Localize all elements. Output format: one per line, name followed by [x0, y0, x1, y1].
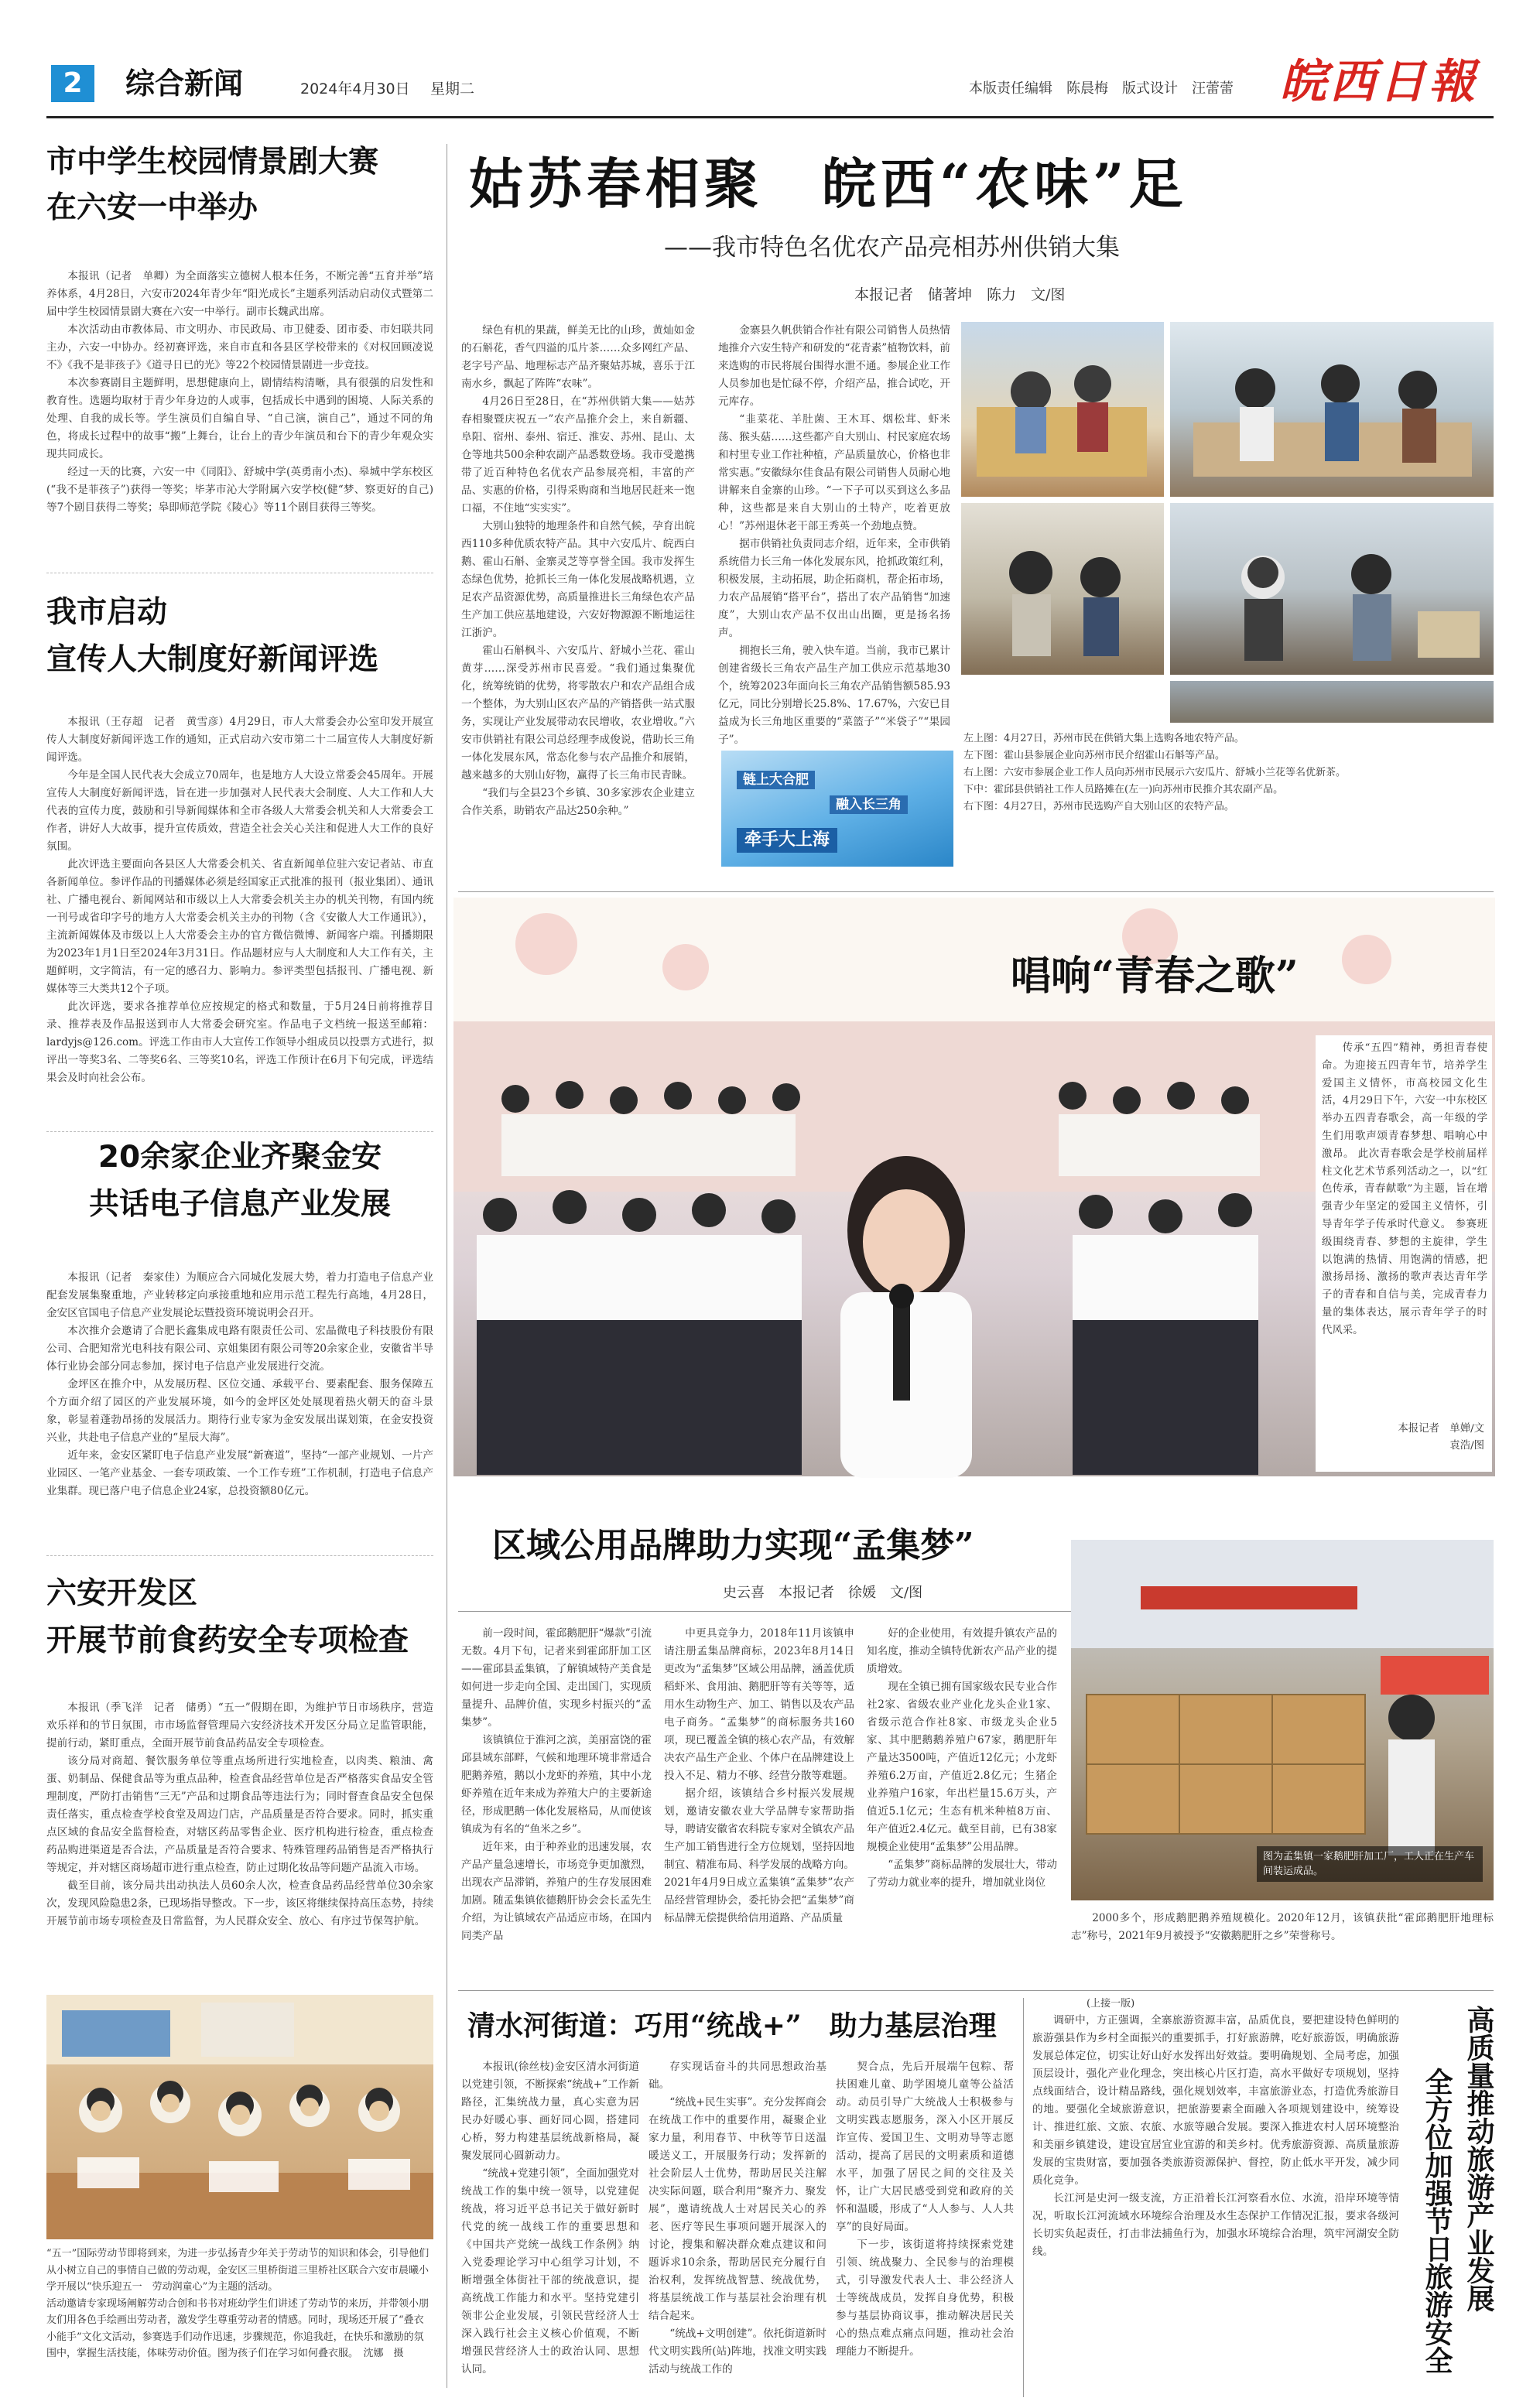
- headline-drama-contest: 市中学生校园情景剧大赛 在六安一中举办: [46, 145, 379, 225]
- paragraph: 本报讯(徐丝枝)金安区清水河街道以党建引领，不断探索“统战+”工作新路径，汇集统战力量，真心实意为居民办好暖心事、画好同心圆，搭建同心桥，努力构建基层统战新格局，凝聚发展同心圆新动力。: [461, 2061, 639, 2162]
- headline-electronics-forum: 20余家企业齐聚金安 共话电子信息产业发展: [88, 1140, 391, 1222]
- tourism-article: [1032, 2012, 1399, 2397]
- photo-market-bottom-right: [1170, 503, 1494, 675]
- tourism-headline: [1408, 2006, 1494, 2393]
- paragraph: “我们与全县23个乡镇、30多家涉农企业建立合作关系，助销农产品达250余种。”: [461, 787, 695, 817]
- paragraph: 本次活动由市教体局、市文明办、市民政局、市卫健委、团市委、市妇联共同主办，六安一中协办。经初赛评选，来自市直和各县区学校带来的《对权回顾凌说不》《我不是菲孩子》《道寻日已的光》等22个校园情景剧进一步竞技。: [46, 323, 433, 371]
- lead-article-col1: [461, 322, 695, 893]
- paragraph: 现在全镇已拥有国家级农民专业合作社2家、省级农业产业化龙头企业1家、省级示范合作社8家、市级龙头企业5家、其中肥鹅鹅养殖户67家，鹅肥肝年产量达3500吨，产值近12亿元；小龙虾养殖6.2万亩，产值近2.8亿元；生猪企业养殖户16家，年出栏量15.6万头，产值近5.1亿元；生态有机米种植8万亩、年产值近2.4亿元。截至目前，已有38家规模企业使用“孟集梦”公用品牌。: [867, 1681, 1057, 1853]
- paragraph: 据介绍，该镇结合乡村振兴发展规划，邀请安徽农业大学品牌专家帮助指导，聘请安徽省农科院专家对全镇农产品生产加工销售进行全方位规划，坚持因地制宜、精准布局、科学发展的战略方向。2021年4月9日成立孟集镇“孟集梦”农产品经营管理协会，委托协会把“孟集梦”商标品牌无偿提供给信用道路、产品质量: [664, 1787, 854, 1924]
- brand-article-col4: 2000多个，形成鹅肥鹅养殖规模化。2020年12月，该镇获批“霍邱鹅肥肝地理标志”称号，2021年9月被授予“安徽鹅肥肝之乡”荣誉称号。: [1071, 1912, 1494, 1942]
- qing-article-col3: [836, 2058, 1014, 2397]
- paragraph: 绿色有机的果蔬，鲜美无比的山珍，黄灿如金的石斛花，香气四溢的瓜片茶……众多网红产品、老字号产品、地理标志产品齐聚姑苏城，喜乐于江南水乡，飘起了阵阵“农味”。: [461, 324, 695, 390]
- lead-photo-captions: [963, 730, 1494, 870]
- youth-byline: 本报记者 单婵/文 袁浩/图: [1316, 1421, 1492, 1472]
- paragraph: 该分局对商超、餐饮服务单位等重点场所进行实地检查，以肉类、粮油、禽蛋、奶制品、保健食品等为重点品种，检查食品经营单位是否严格落实食品安全管理制度，严防打击销售“三无”产品和过期食品等违法行为；同时督查食品安全包保责任落实，重点检查学校食堂及周边门店，产品质量是否符合要求。同时，抓实重点区域的食品安全监督检查，对辖区药品零售企业、医疗机构进行检查，重点检查药品购进渠道是否合法，产品质量是否符合要求、特殊管理药品销售是否严格执行等规定，并对辖区商场超市进行重点检查，防止过期化妆品等问题产品流入市场。: [46, 1755, 433, 1874]
- lead-byline: 本报记者 储著坤 陈力 文/图: [854, 286, 1066, 303]
- banner-line-1: 链上大合肥: [737, 771, 815, 789]
- paragraph: 前一段时间，霍邱鹅肥肝“爆款”引流无数。4月下旬，记者来到霍邱肝加工区——霍邱县孟集镇，了解镇域特产美食是如何进一步走向全国、走出国门，实现质量提升、品牌价值，实现乡村振兴的“孟集梦”。: [461, 1627, 652, 1729]
- photo-goose-liver-factory: [1071, 1540, 1494, 1900]
- paragraph: 近年来，由于种养业的迅速发展，农产品产量急速增长，市场竞争更加激烈，出现农产品滞销，养殖户的生存发展困难加剧。随孟集镇依德鹅肝协会会长孟先生介绍，为让镇域农产品适应市场，在国内同类产品: [461, 1841, 652, 1942]
- article-food-safety: [46, 1699, 433, 1970]
- paragraph: 此次评选主要面向各县区人大常委会机关、省直新闻单位驻六安记者站、市直各新闻单位。参评作品的刊播媒体必须是经国家正式批准的报刊（报业集团）、通讯社、广播电视台、新闻网站和市级以上人大常委会机关主办的机关刊物，有国内统一刊号或省印字号的地方人大常委会机关主办的刊物（含《安徽人大工作通讯》），主流新闻媒体及市级以上人大常委会主办的官方微信微博、新闻客户端。刊播期限为2023年1月1日至2024年3月31日。作品题材应与人大制度和人大工作有关，主题鲜明，文字简洁，有一定的感召力、影响力。参评类型包括报刊、广播电视、新媒体等三大类共12个子项。: [46, 858, 433, 995]
- tourism-headline-line-2: 全方位加强节日旅游安全: [1421, 2068, 1453, 2374]
- classroom-illustration: [46, 1995, 433, 2239]
- paragraph: “孟集梦”商标品牌的发展壮大，带动了劳动力就业率的提升，增加就业岗位: [867, 1859, 1057, 1889]
- brand-byline: 史云喜 本报记者 徐媛 文/图: [723, 1585, 923, 1601]
- photo-caption-labor-day: “五一”国际劳动节即将到来，为进一步弘扬青少年关于劳动节的知识和体会，引导他们从小树立自己的事情自己做的劳动观，金安区三里桥街道三里桥社区联合六安市晨曦小学开展以“快乐迎五一 劳动润童心”为主题的活动。 活动邀请专家现场阐解劳动合创和书书对班幼学生们讲述了劳动节的来历，并带领小朋友们用各色手绘画出劳动者，激发学生尊重劳动者的情感。同时，现场还开展了“叠衣小能手”文化文活动，参赛选手们动作迅速，步骤规范，你追我赶，在快乐和激励的氛围中，掌握生活技能，体味劳动价值。图为孩子们在学习如何叠衣服。 沈娜 摄: [46, 2248, 429, 2359]
- qing-article-col1: [461, 2058, 639, 2397]
- paragraph: 近年来，金安区紧盯电子信息产业发展“新赛道”，坚持“一部产业规划、一片产业园区、一笔产业基金、一套专项政策、一个工作专班”工作机制，打造电子信息产业集群。现已落户电子信息企业24家，总投资额80亿元。: [46, 1449, 433, 1497]
- paragraph: 截至目前，该分局共出动执法人员60余人次，检查食品药品经营单位30余家次，发现风险隐患2条，已现场指导整改。下一步，该区将继续保持高压态势，持续开展节前市场专项检查及日常监督，为人民群众安全、放心、有序过节保驾护航。: [46, 1880, 433, 1927]
- issue-weekday: 星期二: [430, 80, 475, 97]
- section-title: 综合新闻: [125, 67, 244, 101]
- paragraph: “统战+党建引领”，全面加强党对统战工作的集中统一领导，以党建促统战，将习近平总书记关于做好新时代党的统一战线工作的重要思想和《中国共产党统一战线工作条例》纳入党委理论学习中心组学习计划，不断增强全体街社干部的统战意识，提高统战工作能力和水平。坚持党建引领非公企业发展，引领民营经济人士深入践行社会主义核心价值观，不断增强民营经济人士的政治认同、思想认同。: [461, 2167, 639, 2376]
- paragraph: 金寨县久帆供销合作社有限公司销售人员热情地推介六安生特产和研发的“花青素”植物饮料，前来选购的市民将展台围得水泄不通。参展企业工作人员参加也是忙碌不停，介绍产品，推合试吃，开元库存。: [718, 324, 950, 408]
- paragraph: 本报讯（王存超 记者 黄雪彦）4月29日，市人大常委会办公室印发开展宣传人大制度好新闻评选工作的通知，正式启动六安市第二十二届宣传人大制度好新闻评选。: [46, 716, 433, 764]
- paragraph: “韭菜花、羊肚菌、王木耳、烟松茸、虾米荡、猴头菇……这些都产自大别山、村民家庭农场和村里专业工作社种植，产品质量放心，价格也非常实惠。”安徽绿尔佳食品有限公司销售人员耐心地讲解来自金寨的山珍。“一下子可以买到这么多品种，这些都是来自大别山的土特产，吃着更放心！”苏州退休老干部王秀英一个劲地点赞。: [718, 413, 950, 532]
- paper-logo: 皖西日報: [1280, 55, 1478, 109]
- tourism-headline-line-1: 高质量推动旅游产业发展: [1463, 2006, 1494, 2312]
- section-rule: [458, 1990, 1494, 1991]
- paragraph: 中更具竞争力，2018年11月该镇申请注册孟集品牌商标，2023年8月14日更改为“孟集梦”区域公用品牌，涵盖优质稻虾米、食用油、鹅肥肝等有关等等，适用水生动物生产、加工、销售以及农产品电子商务。“孟集梦”的商标服务共160项，现已覆盖全镇的核心农产品，有效解决农产品生产企业、个体户在品牌建设上投入不足、精力不够、经营分散等难题。: [664, 1627, 854, 1782]
- paragraph: “统战+民生实事”。充分发挥商会在统战工作中的重要作用，凝聚企业家力量，利用春节、中秋等节日送温暖送义工，开展服务行动；发挥新的社会阶层人士优势，帮助居民关注解决实际问题，联合利用“聚齐力、聚发展”，邀请统战人士对居民关心的养老、医疗等民生事项问题开展深入的讨论，搜集和解决群众难点建议和问题诉求10余条，帮助居民充分履行自治权利，发挥统战智慧、统战优势，将基层统战工作与基层社会治理有机结合起来。: [649, 2096, 826, 2322]
- issue-date: 2024年4月30日: [300, 80, 410, 97]
- paragraph: 大别山独特的地理条件和自然气候，孕育出皖西110多种优质农特产品。其中六安瓜片、皖西白鹅、霍山石斛、金寨灵芝等享誉全国。我市发挥生态绿色优势，抢抓长三角一体化发展战略机遇，立足农产品资源优势，高质量推进长三角绿色农产品生产加工供应基地建设，六安好物源源不断地运往江浙沪。: [461, 520, 695, 639]
- paragraph: 调研中，方正强调，全寨旅游资源丰富，品质优良，要把建设特色鲜明的旅游强县作为乡村全面振兴的重要抓手，打好旅游牌，吃好旅游饭，明确旅游发展总体定位，切实让好山好水发挥出好效益。要明确规划、全局考虑，加强顶层设计，强化产业化理念，突出核心片区打造，高水平做好专项规划，坚持点线面结合，设计精品路线，强化规划效率，丰富旅游业态，打造优秀旅游目的地。要强化全域旅游意识，把旅游要素全面融入各项规划建设中，统筹设计、推进红旅、文旅、农旅、水旅等融合发展。要深入推进农村人居环境整治和美丽乡镇建设，建设宜居宜业宜游的和美乡村。优秀旅游资源、高质量旅游发展的宝贵财富，要加强各类旅游资源保护、督控，防止低水平开发，减少同质化竞争。: [1032, 2014, 1399, 2187]
- paragraph: 4月26日至28日，在“苏州供销大集——姑苏春相聚暨庆祝五一”农产品推介会上，来自新疆、阜阳、宿州、泰州、宿迁、淮安、苏州、昆山、太仓等地共500余种农副产品悉数登场。我市受邀携带了近百种特色名优农产品参展亮相，丰富的产品、实惠的价格，引得采购商和当地居民赶来一饱口福，不住地“实实实”。: [461, 395, 695, 515]
- headline-food-safety: 六安开发区 开展节前食药安全专项检查: [46, 1576, 409, 1658]
- paragraph: 霍山石斛枫斗、六安瓜片、舒城小兰花、霍山黄芽……深受苏州市民喜爱。“我们通过集聚优化，统筹统销的优势，将零散农户和农产品组合成一个整体，为大别山区农产品的产销搭供一站式服务，实现让产业发展带动农民增收，农业增收。”六安市供销社有限公司总经理李成俊说，借助长三角一体化发展东风，常态化参与农产品推介和展销，越来越多的大别山好物，赢得了长三角市民青睐。: [461, 645, 695, 782]
- paragraph: 今年是全国人民代表大会成立70周年，也是地方人大设立常委会45周年。开展宣传人大制度好新闻评选，旨在进一步加强对人民代表大会制度、人大工作和人大代表的宣传力度，鼓励和引导新闻媒体和全市各级人大常委会机关和人大常委会工作者，讲好人大故事，提升宣传质效，营造全社会关心关注和促进人大工作的良好氛围。: [46, 769, 433, 853]
- divider: [46, 1131, 433, 1132]
- photo-market-top-right: [1170, 322, 1494, 497]
- lead-subtitle: ——我市特色名优农产品亮相苏州供销大集: [664, 234, 1120, 262]
- caption-line: 右下图：4月27日，苏州市民选购产自大别山区的农特产品。: [963, 801, 1234, 812]
- paragraph: 本次参赛剧目主题鲜明，思想健康向上，剧情结构清晰，具有很强的启发性和教育性。选题均取材于青少年身边的人或事，包括成长中遇到的困境、人际关系的处理、自我的成长等。学生演员们自编自导、“自己演，演自己”，通过不同的角色，将成长过程中的故事“搬”上舞台，让台上的青少年演员和台下的青少年观众实现共同成长。: [46, 377, 433, 460]
- masthead-rule: [46, 116, 1494, 118]
- banner-line-2: 融入长三角: [830, 795, 908, 814]
- brand-article-col2: [664, 1625, 854, 1924]
- paragraph: 存实现话奋斗的共同思想政治基础。: [649, 2061, 826, 2091]
- brand-article-col3: [867, 1625, 1057, 1891]
- paragraph: 金坪区在推介中，从发展历程、区位交通、承载平台、要素配套、服务保障五个方面介绍了园区的产业发展环境，如今的金坪区处处展现着热火朝天的奋斗景象，彰显着蓬勃昂扬的发展活力。期待行业专家为金安发展出谋划策，在金安投资兴业，共赴电子信息产业的“星辰大海”。: [46, 1378, 433, 1444]
- headline-npc-news-award: 我市启动 宣传人大制度好新闻评选: [46, 595, 379, 677]
- youth-headline: 唱响“青春之歌”: [1011, 953, 1299, 1000]
- lead-headline: 姑苏春相聚 皖西“农味”足: [469, 152, 1188, 216]
- caption-line: 左上图：4月27日，苏州市民在供销大集上选购各地农特产品。: [963, 733, 1244, 744]
- paragraph: 长江河是史河一级支流，方正沿着长江河察看水位、水流，沿岸环境等情况，听取长江河流域水环境综合治理及水生态保护工作情况汇报，要求各级河长切实负起责任，打击非法捕鱼行为，加强水环境综合治理，筑牢河湖安全防线。: [1032, 2192, 1399, 2258]
- caption-line: 左下图：霍山县参展企业向苏州市民介绍霍山石斛等产品。: [963, 750, 1226, 761]
- editors-credit: 本版责任编辑 陈晨梅 版式设计 汪蕾蕾: [969, 80, 1234, 97]
- lead-article-col2: [718, 322, 950, 746]
- qing-article-col2: [649, 2058, 826, 2397]
- tourism-continued: (上接一版): [1087, 1998, 1135, 2010]
- paragraph: 此次评选，要求各推荐单位应按规定的格式和数量，于5月24日前将推荐目录、推荐表及作品报送到市人大常委会研究室。作品电子文档统一报送至邮箱：lardyjs@126.com。评选工作由市人大宣传工作领导小组成员以投票方式进行，拟评出一等奖3名、二等奖6名、三等奖10名，评选工作预计在6月下旬完成，评选结果会及时向社会公布。: [46, 1000, 433, 1084]
- photo-market-bottom-left: [961, 503, 1164, 675]
- qing-headline: 清水河街道：巧用“统战+” 助力基层治理: [467, 2010, 997, 2042]
- paragraph: 好的企业使用，有效提升镇农产品的知名度，推动全镇特优新农产品产业的提质增效。: [867, 1627, 1057, 1675]
- paragraph: 拥抱长三角，驶入快车道。当前，我市已累计创建省级长三角农产品生产加工供应示范基地30个，统筹2023年面向长三角农产品销售额585.93亿元，同比分别增长25.8%、17.67%，六安已目益成为长三角地区重要的“菜篮子”“米袋子”“果园子”。: [718, 645, 950, 746]
- paragraph: “统战+文明创建”。依托街道新时代文明实践所(站)阵地，找准文明实践活动与统战工作的: [649, 2328, 826, 2376]
- photo-labor-day-kids: [46, 1995, 433, 2239]
- photo-market-top-left: [961, 322, 1164, 497]
- masthead: [0, 0, 1540, 109]
- article-npc-news-award: [46, 713, 433, 1125]
- paragraph: 本报讯（记者 单卿）为全面落实立德树人根本任务，不断完善“五育并举”培养体系，4月28日，六安市2024年青少年“阳光成长”主题系列活动启动仪式暨第二届中学生校园情景剧大赛在六安一中举行。副市长魏武出席。: [46, 270, 433, 318]
- factory-photo-label: 图为孟集镇一家鹅肥肝加工厂，工人正在生产车间装运成品。: [1257, 1846, 1483, 1882]
- photo-market-wide: [1170, 681, 1494, 723]
- caption-line: 右上图：六安市参展企业工作人员向苏州市民展示六安瓜片、舒城小兰花等名优新茶。: [963, 767, 1347, 778]
- paragraph: 下一步，该街道将持续探索党建引领、统战聚力、全民参与的治理模式，引导激发代表人士、非公经济人士等统战成员，发挥自身优势，积极参与基层协商议事，推动解决居民关心的热点难点痛点问题，推动社会治理能力不断提升。: [836, 2239, 1014, 2358]
- paragraph: 据市供销社负责同志介绍，近年来，全市供销系统借力长三角一体化发展东风，抢抓政策红利，积极发展，主动拓展，助企拓商机，帮企拓市场，力农产品展销“搭平台”，搭出了农产品销售“加速度”，大别山农产品不仅出山出圈，更是扬名扬声。: [718, 538, 950, 639]
- caption-line: 下中：霍邱县供销社工作人员路摊在(左一)向苏州市民推介其农副产品。: [963, 784, 1284, 795]
- brand-article-col1: [461, 1625, 652, 1942]
- youth-article: 传承“五四”精神，勇担青春使命。为迎接五四青年节，培养学生爱国主义情怀，市高校园文化生活，4月29日下午，六安一中东校区举办五四青春歌会，高一年级的学生们用歌声颂青春梦想、唱响心中激昂。 此次青春歌会是学校前届样柱文化艺术节系列活动之一，以“红色传承，青春献歌”为主题，旨在增强青少年坚定的爱国主义情怀，引导青年学子传承时代意义。 参赛班级围绕青春、梦想的主旋律，学生以饱满的热情、用饱满的情感，把激扬昂扬、激扬的歌声表达青年学子的青春和自信与美，完成青春力量的集体表达，展示青年学子的时代风采。: [1316, 1035, 1492, 1422]
- divider: [46, 1555, 433, 1556]
- paragraph: 契合点，先后开展端午包粽、帮扶困难儿童、助学困境儿童等公益活动。动员引导广大统战人士积极参与文明实践志愿服务，深入小区开展反诈宣传、爱国卫生、文明劝导等志愿活动，提高了居民的文明素质和道德水平，加强了居民之间的交往及关怀，让广大居民感受到党和政府的关怀和温暖，形成了“人人参与、人人共享”的良好局面。: [836, 2061, 1014, 2233]
- paragraph: 本报讯（记者 秦家佳）为顺应合六同城化发展大势，着力打造电子信息产业配套发展集聚重地，产业转移定向承接重地和应用示范工程先行高地，4月28日，金安区官国电子信息产业发展论坛暨投资环境说明会召开。: [46, 1271, 433, 1319]
- column-separator: [1023, 1998, 1024, 2397]
- slogan-banner: [721, 751, 953, 867]
- paragraph: 经过一天的比赛，六安一中《同阳》、舒城中学(英勇南小杰)、皋城中学东校区(“我不是菲孩子”)获得一等奖；毕茅市沁大学附属六安学校(健“梦、察更好的自己)等7个剧目获得二等奖；皋即师范学院《陵心》等11个剧目获得三等奖。: [46, 466, 433, 514]
- article-electronics-forum: [46, 1269, 433, 1541]
- paragraph: 本次推介会邀请了合肥长鑫集成电路有限责任公司、宏晶微电子科技股份有限公司、合肥知常光电科技有限公司、京姐集团有限公司等20余家企业，安徽省半导体行业协会部分同志参加，探讨电子信息产业发展进行交流。: [46, 1325, 433, 1373]
- article-drama-contest: [46, 268, 433, 546]
- brand-headline: 区域公用品牌助力实现“孟集梦”: [492, 1526, 974, 1565]
- banner-line-3: 牵手大上海: [737, 828, 837, 853]
- section-rule: [458, 891, 1494, 892]
- paragraph: 该镇镇位于淮河之滨，美丽富饶的霍邱县域东部畔，气候和地理环境非常适合肥鹅养殖，鹅以小龙虾的养殖，其中小龙虾养殖在近年来成为养殖大户的主要新途径，形成肥鹅一体化发展格局，从而使该镇成为有名的“鱼米之乡”。: [461, 1734, 652, 1835]
- page-number: 2: [51, 65, 94, 102]
- paragraph: 本报讯（季飞洋 记者 储勇）“五一”假期在即，为维护节日市场秩序，营造欢乐祥和的节日氛围，市市场监督管理局六安经济技术开发区分局立足监管职能，提前行动，紧盯重点，全面开展节前食品药品安全专项检查。: [46, 1702, 433, 1750]
